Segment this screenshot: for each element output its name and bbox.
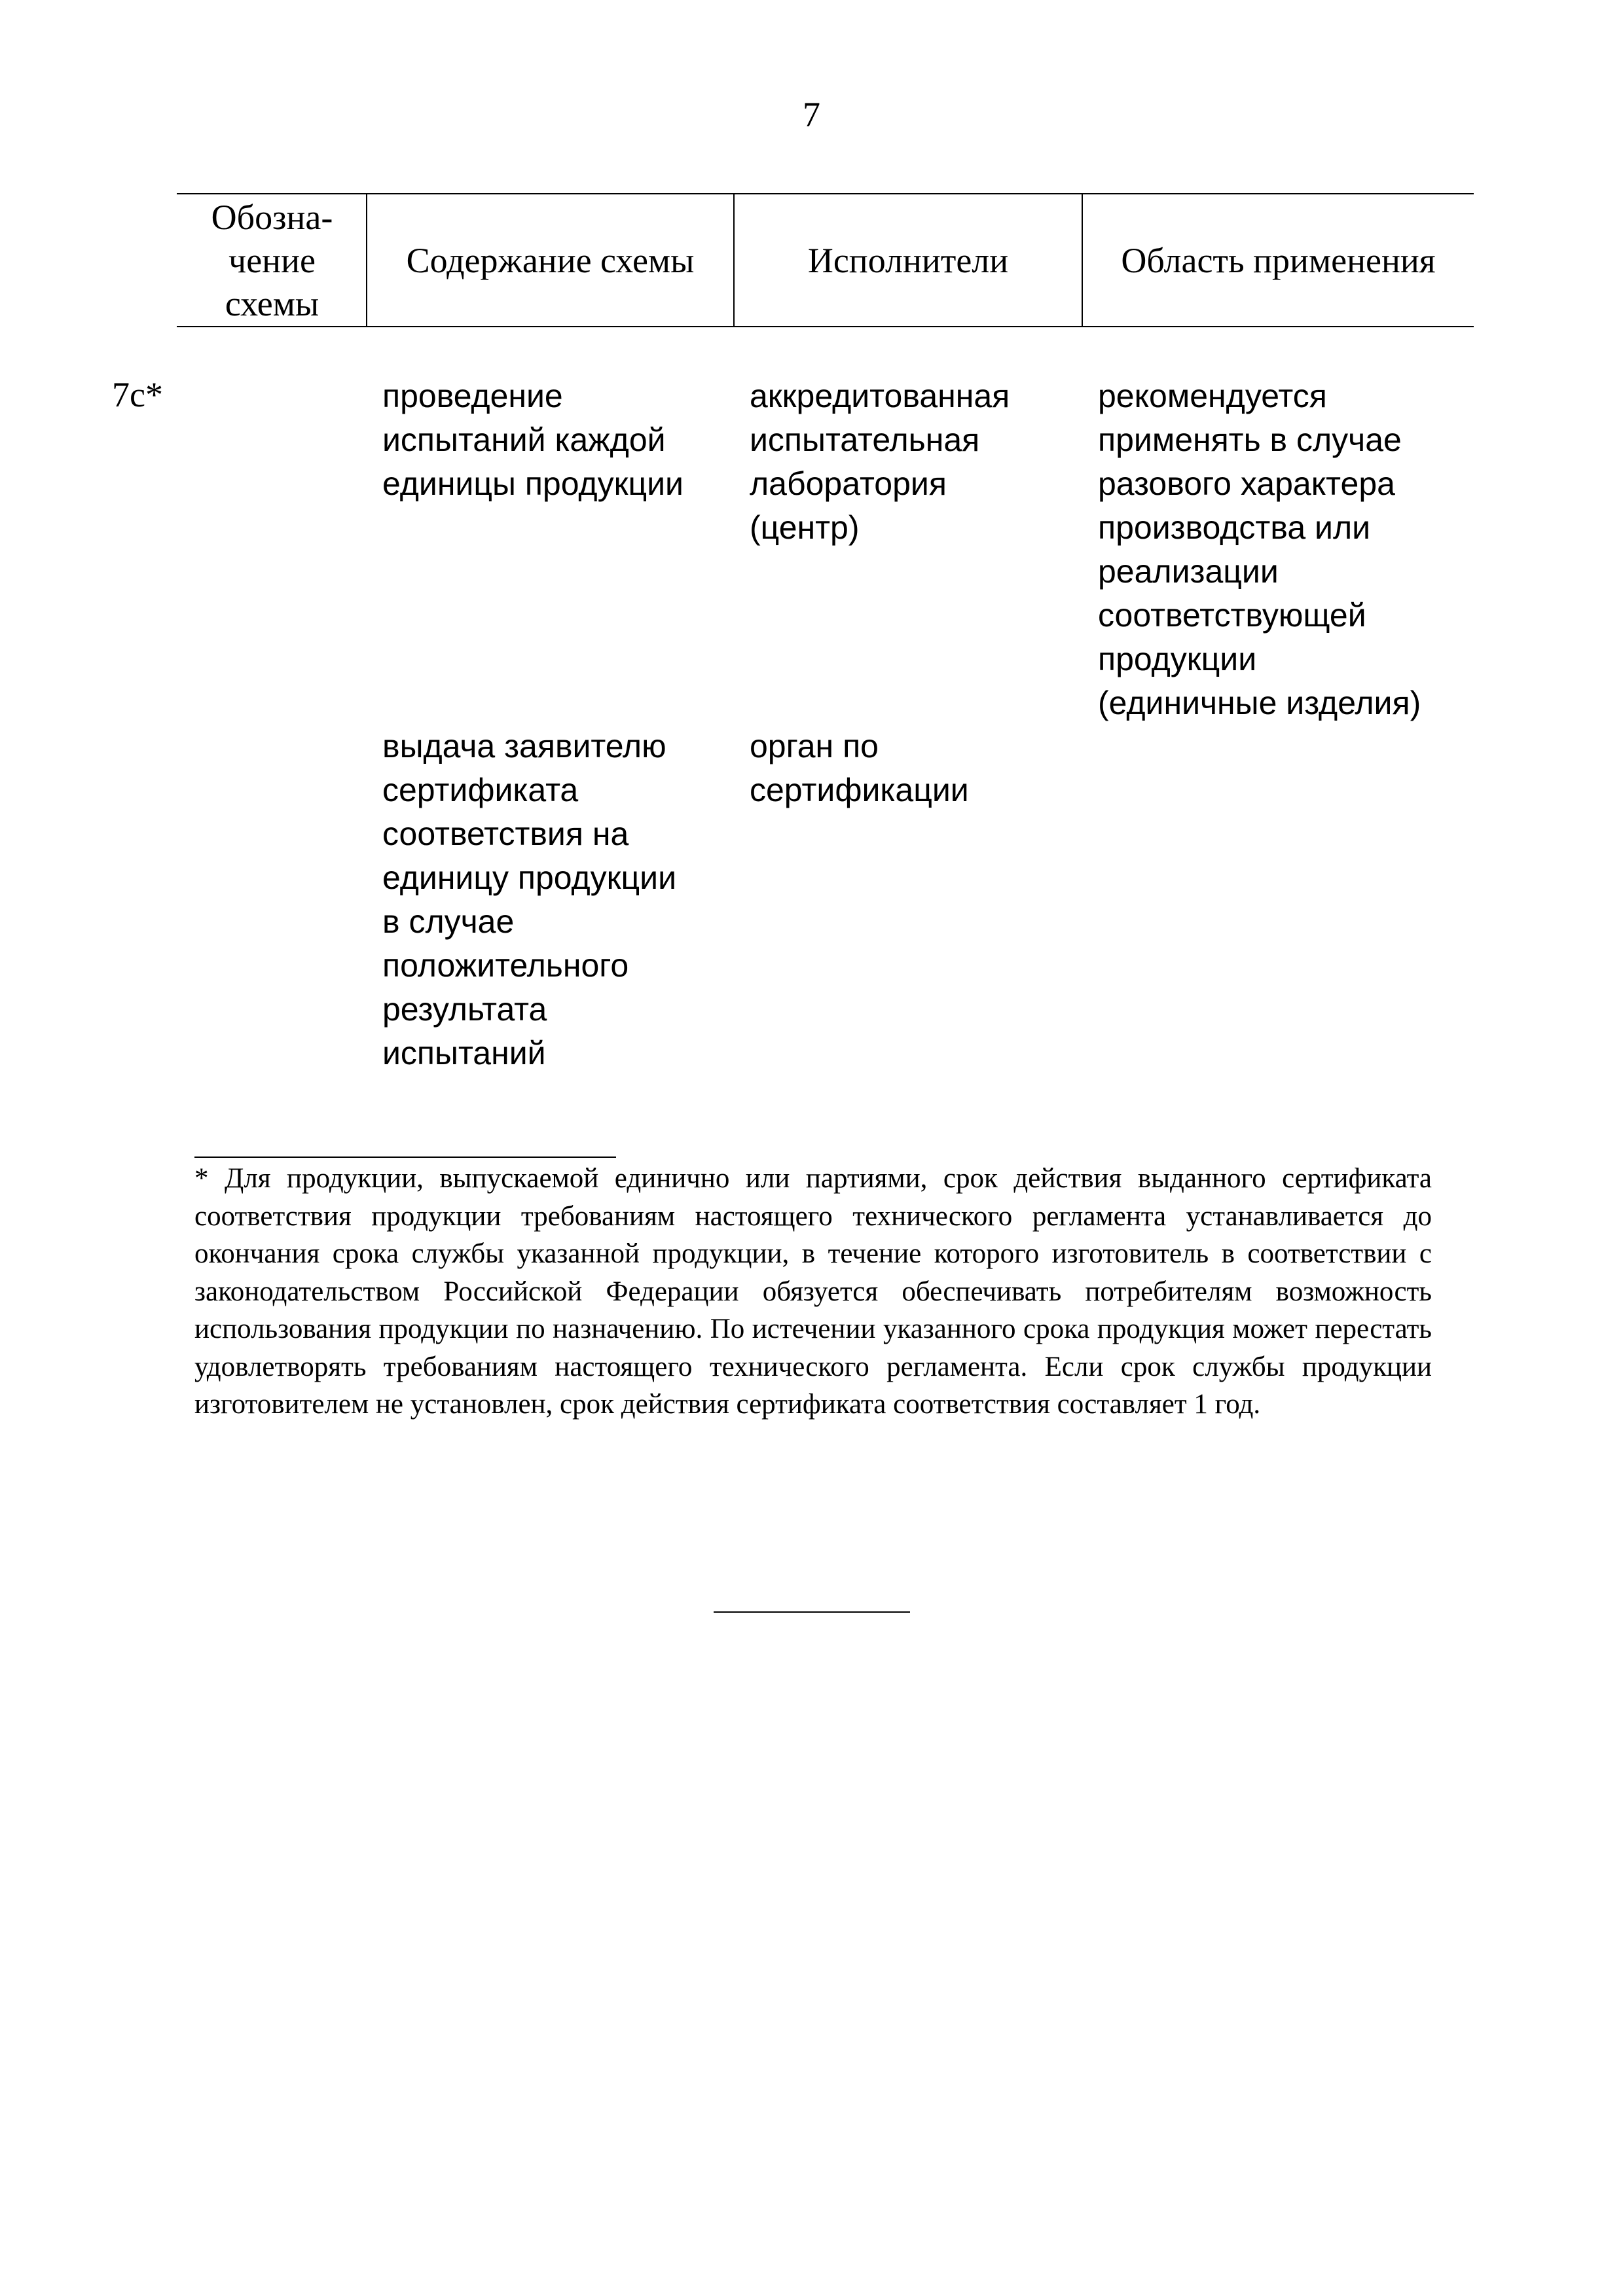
table-header-bottom-rule [177,326,1474,327]
scheme-code: 7с* [112,375,163,414]
step-1-content: проведение испытаний каждой единицы продукции [382,378,684,502]
end-rule [714,1611,910,1613]
page-number: 7 [803,95,820,134]
footnote: * Для продукции, выпускаемой единично или партиями, срок действия выданного сертификата соответствия продукции требованиям настоящего технического регламента устанавливается до окончания срока службы указанной продукции, в течение которого изготовитель в соответствии с законодательством Российской Федерации обязуется обеспечивать потребителям возможность использования продукции по назначению. По истечении указанного срока продукция может перестать удовлетворять требованиям настоящего технического регламента. Если срок службы продукции изготовителем не установлен, срок действия сертификата соответствия составляет 1 год. [194,1163,1432,1420]
table-top-rule [177,193,1474,194]
header-scope: Область применения [1121,241,1436,280]
header-designation: Обозна- чение схемы [211,198,333,323]
footnote-separator [194,1157,616,1158]
step-2-performer: орган по сертификации [750,728,969,808]
step-2-content: выдача заявителю сертификата соответствия на единицу продукции в случае положительного результата испытаний [382,728,677,1071]
header-content: Содержание схемы [406,241,695,280]
step-1-performer: аккредитованная испытательная лаборатория (центр) [750,378,1010,546]
scope-text: рекомендуется применять в случае разового характера производства или реализации соответствующей продукции (единичные изделия) [1098,378,1421,721]
header-performers: Исполнители [807,241,1009,280]
